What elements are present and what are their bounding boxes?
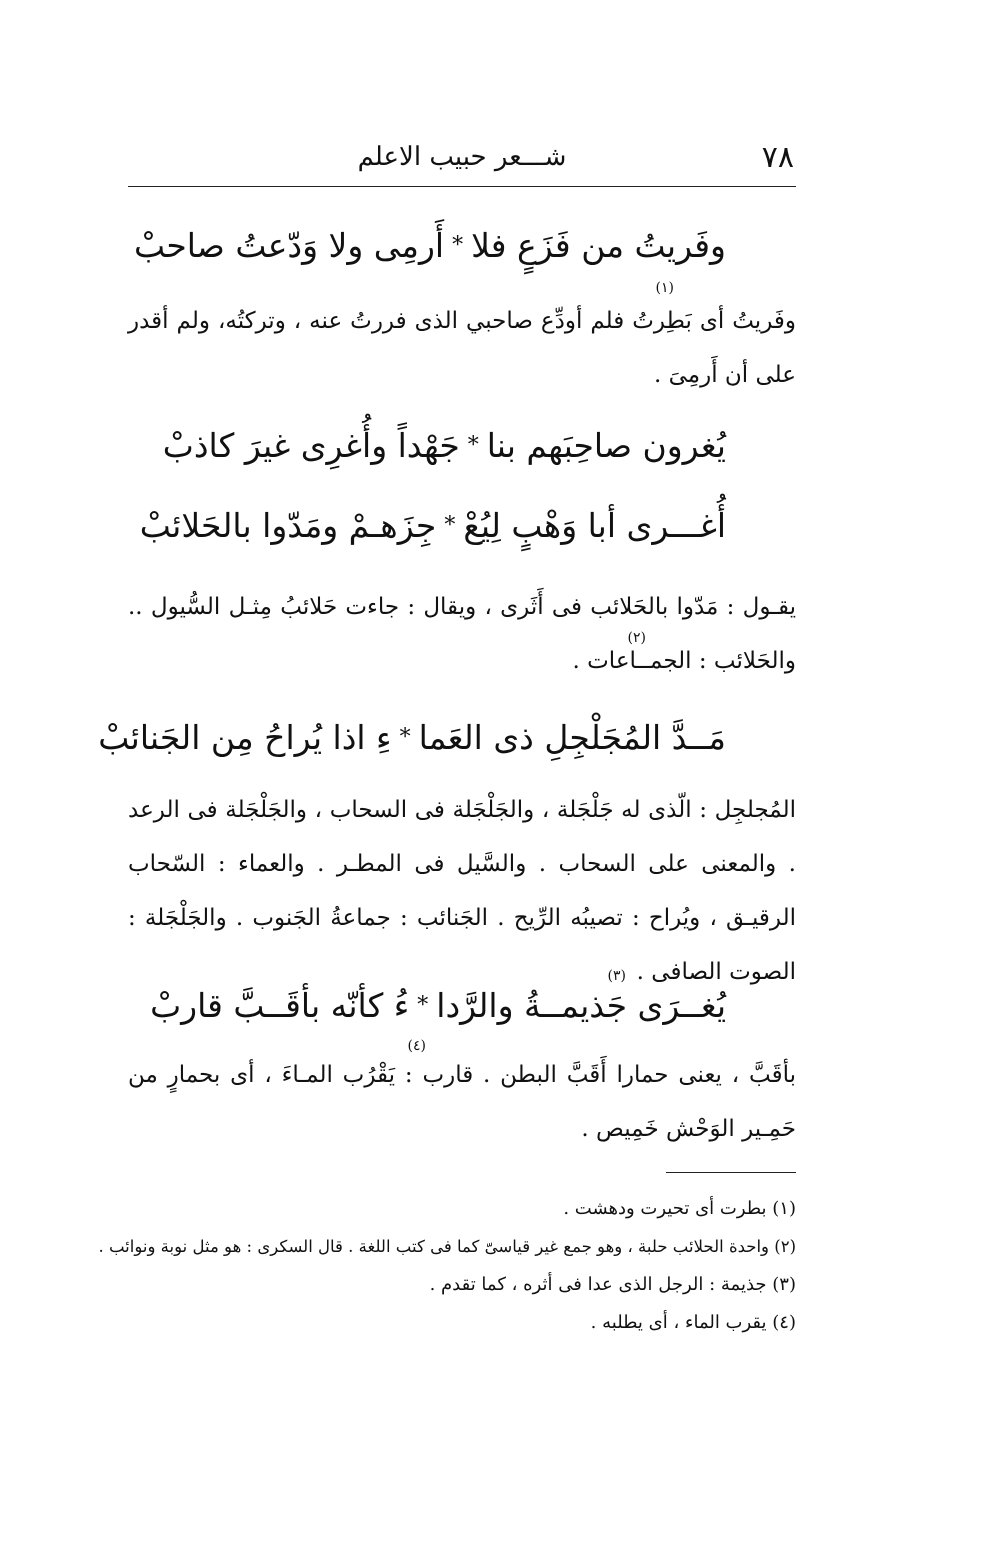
- commentary-3: المُجلجِل : الّذى له جَلْجَلة ، والجَلْجَلة فى السحاب ، والجَلْجَلة فى الرعد . والمعنى على السحاب . والسَّيل فى المطـر . والعماء : السّحاب الرقيـق ، ويُراح : تصيبُه الرِّيح . الجَنائب : جماعةُ الجَنوب . والجَلْجَلة : الصوت الصافى .: [128, 797, 796, 985]
- verse-hemistich-first: مَــدَّ المُجَلْجِلِ ذى العَما: [418, 718, 726, 757]
- verse-4: [98, 718, 726, 757]
- footnote-1: (١) بطرت أى تحيرت ودهشت .: [563, 1198, 796, 1219]
- verse-hemistich-first: أُغـــرى أبا وَهْبٍ لِيُعْ: [463, 506, 726, 545]
- verse-separator: *: [467, 433, 479, 458]
- note-mark-1: (١): [655, 280, 674, 296]
- commentary-4: بأقَبَّ ، يعنى حمارا أَقَبَّ البطن . قارب : يَقْرُب المـاءَ ، أى بحمارٍ من حَمِـير الوَحْش خَمِيص .: [128, 1062, 796, 1142]
- verse-hemistich-first: وفَريتُ من فَزَعٍ فلا: [471, 226, 726, 265]
- verse-1: [133, 226, 726, 265]
- note-mark-2: (٢): [627, 630, 646, 646]
- footnote-4: (٤) يقرب الماء ، أى يطلبه .: [590, 1312, 796, 1333]
- verse-hemistich-second: ءُ كأنّه بأقَــبَّ قاربْ: [150, 986, 410, 1025]
- verse-hemistich-second: جِزَهـمْ ومَدّوا بالحَلائبْ: [139, 506, 437, 545]
- verse-separator: *: [399, 725, 411, 750]
- book-page: [98, 128, 796, 1418]
- verse-hemistich-first: يُغرون صاحِبَهم بنا: [486, 426, 726, 465]
- verse-5: [150, 986, 726, 1025]
- footnote-3: (٣) جذيمة : الرجل الذى عدا فى أثره ، كما تقدم .: [429, 1274, 796, 1295]
- note-mark-3: (٣): [607, 968, 626, 984]
- footnote-2: (٢) واحدة الحلائب حلبة ، وهو جمع غير قياسىّ كما فى كتب اللغة . قال السكرى : هو مثل نوبة ونوائب .: [98, 1237, 796, 1256]
- verse-separator: *: [452, 233, 464, 258]
- page-header: [128, 140, 796, 187]
- footnote-separator: [666, 1172, 796, 1173]
- note-mark-4: (٤): [407, 1038, 426, 1054]
- commentary-1: وفَريتُ أى بَطِرتُ فلم أودِّع صاحبي الذى فررتُ عنه ، وتركتُه، ولم أقدر على أن أَرمِىَ .: [128, 308, 796, 388]
- page-number: ٧٨: [761, 140, 794, 175]
- verse-hemistich-second: أَرمِى ولا وَدّعتُ صاحبْ: [133, 226, 445, 265]
- verse-hemistich-first: يُغــرَى جَذيمــةُ والرَّدا: [436, 986, 726, 1025]
- verse-hemistich-second: جَهْداً وأُغرِى غيرَ كاذبْ: [162, 426, 460, 465]
- running-title: شـــعر حبيب الاعلم: [357, 142, 567, 172]
- verse-3: [139, 506, 726, 545]
- commentary-2: يقـول : مَدّوا بالحَلائب فى أَثَرى ، ويقال : جاءت حَلائبُ مِثـل السُّيول .. والحَلائب : الجمــاعات .: [128, 594, 796, 674]
- verse-2: [162, 426, 726, 465]
- verse-separator: *: [417, 993, 429, 1018]
- footnotes: [98, 1190, 796, 1342]
- verse-separator: *: [444, 513, 456, 538]
- verse-hemistich-second: ءِ اذا يُراحُ مِن الجَنائبْ: [98, 718, 392, 757]
